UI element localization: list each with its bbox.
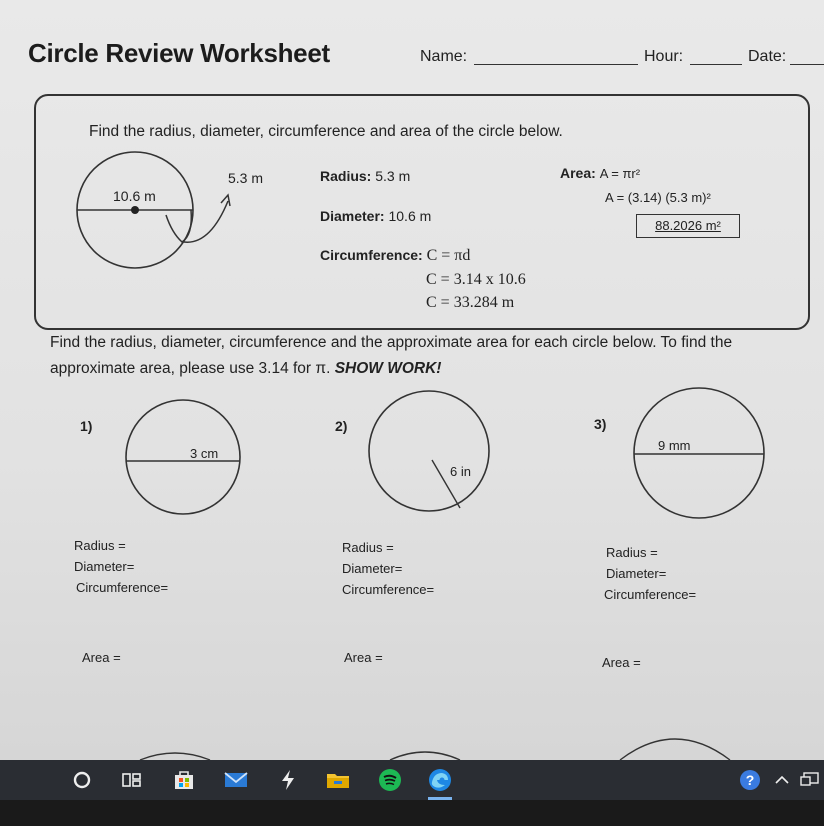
bolt-app-icon[interactable] [276, 768, 300, 792]
example-diameter: Diameter: 10.6 m [320, 208, 432, 224]
example-center-dot [131, 206, 139, 214]
edge-icon[interactable] [428, 768, 452, 792]
name-blank [474, 64, 638, 65]
problem-2-radius: Radius = [342, 540, 394, 555]
svg-text:?: ? [745, 772, 755, 788]
display-icon[interactable] [798, 768, 822, 792]
task-view-icon[interactable] [120, 768, 144, 792]
area-answer: 88.2026 m² [655, 218, 721, 233]
cortana-icon[interactable] [70, 768, 94, 792]
area-step-1: A = (3.14) (5.3 m)² [605, 190, 711, 205]
circ-step-2: C = 33.284 m [426, 294, 515, 311]
hour-blank [690, 64, 742, 65]
circ-step-1: C = 3.14 x 10.6 [426, 271, 526, 288]
radius-bracket [166, 210, 191, 242]
example-radius-arrow-label: 5.3 m [228, 170, 264, 186]
example-radius: Radius: 5.3 m [320, 168, 411, 184]
problem-1-circle-diagram [124, 396, 244, 520]
windows-taskbar [0, 760, 824, 800]
problem-3-circle-diagram [630, 386, 770, 522]
problem-2-measure: 6 in [450, 464, 471, 479]
page-title: Circle Review Worksheet [28, 38, 330, 68]
problem-3-circle [634, 388, 764, 518]
spotify-icon[interactable] [378, 768, 402, 792]
store-icon[interactable] [172, 768, 196, 792]
problem-1-radius: Radius = [74, 538, 126, 553]
example-diameter-label: 10.6 m [113, 188, 156, 204]
problem-2-diameter: Diameter= [342, 561, 403, 576]
instructions-line-1: Find the radius, diameter, circumference and the approximate area for each circle below. To find the [50, 334, 733, 351]
monitor-bezel [0, 800, 824, 826]
problem-1-number: 1) [80, 418, 93, 434]
problem-1-circle [126, 400, 240, 514]
example-instruction: Find the radius, diameter, circumference and area of the circle below. [89, 123, 563, 140]
problem-2-area: Area = [344, 650, 383, 665]
problem-2-circle [369, 391, 489, 511]
problem-2-circle-diagram [366, 388, 494, 518]
problem-1-measure: 3 cm [190, 446, 219, 461]
instructions-line-2: approximate area, please use 3.14 for π. SHOW WORK! [50, 360, 442, 377]
problem-2-number: 2) [335, 418, 348, 434]
hour-label: Hour: [644, 48, 684, 65]
example-circle-diagram [60, 145, 300, 275]
arrow-head-icon [221, 195, 230, 206]
file-explorer-icon[interactable] [326, 768, 350, 792]
problem-3-number: 3) [594, 416, 607, 432]
example-area: Area: A = πr² [560, 165, 641, 181]
next-row-circles [0, 730, 824, 760]
example-circumference: Circumference: C = πd [320, 247, 471, 264]
mail-icon[interactable] [224, 768, 248, 792]
problem-3-radius: Radius = [606, 545, 658, 560]
name-label: Name: [420, 48, 468, 65]
problem-3-measure: 9 mm [658, 438, 691, 453]
chevron-up-icon[interactable] [770, 768, 794, 792]
problem-3-diameter: Diameter= [606, 566, 667, 581]
help-icon[interactable] [738, 768, 762, 792]
problem-2-circumference: Circumference= [342, 582, 435, 597]
problem-1-area: Area = [82, 650, 121, 665]
problem-1-circumference: Circumference= [76, 580, 169, 595]
area-answer-box [636, 214, 740, 238]
date-blank [790, 64, 824, 65]
problem-3-area: Area = [602, 655, 641, 670]
problem-1-diameter: Diameter= [74, 559, 135, 574]
date-label: Date: [748, 48, 787, 65]
problem-3-circumference: Circumference= [604, 587, 697, 602]
